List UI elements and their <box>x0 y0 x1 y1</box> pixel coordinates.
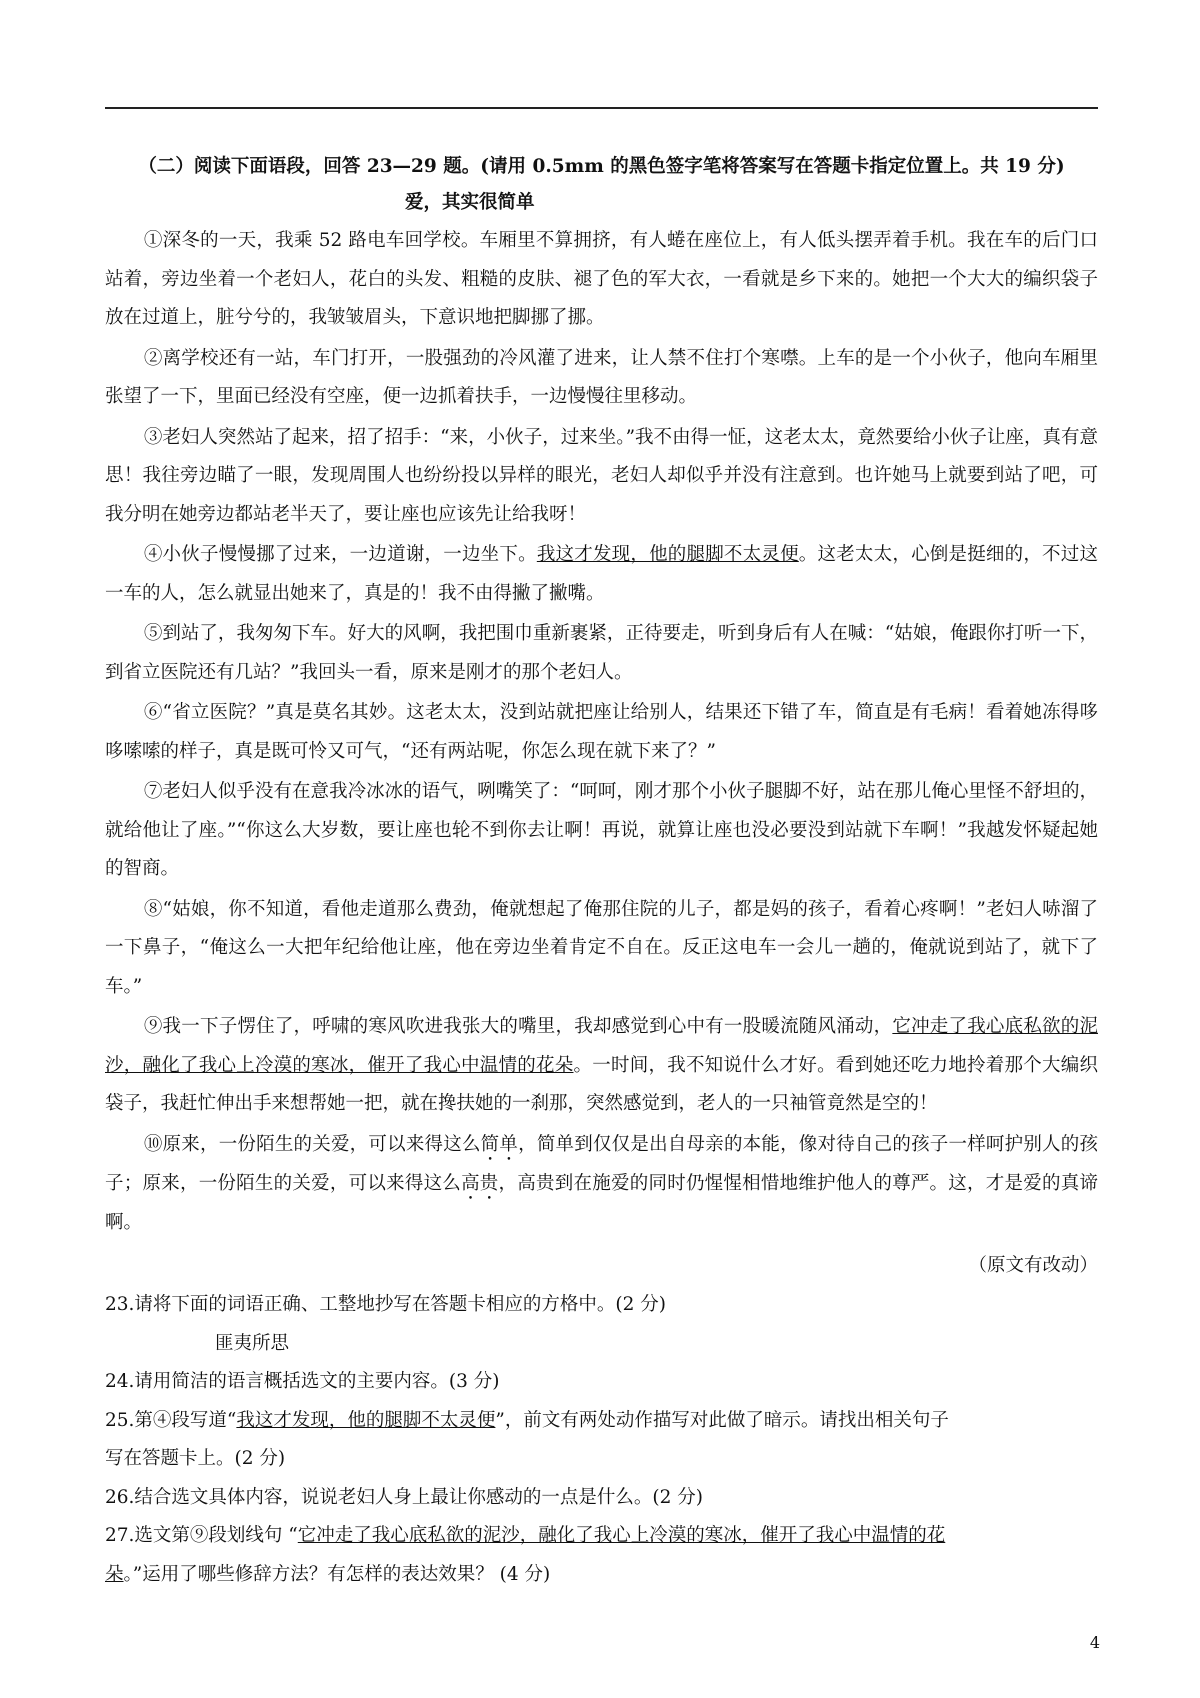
underlined-sentence-p9: 它冲走了我心底私欲的泥沙，融化了我心上冷漠的寒冰，催开了我心中温情的花朵 <box>105 1016 1098 1076</box>
question-23: 23.请将下面的词语正确、工整地抄写在答题卡相应的方格中。(2 分) <box>105 1294 667 1315</box>
paragraph-4: ④小伙子慢慢挪了过来，一边道谢，一边坐下。我这才发现，他的腿脚不太灵便。这老太太，心倒是挺细的，不过这一车的人，怎么就显出她来了，真是的！我不由得撇了撇嘴。 <box>105 544 1098 604</box>
dotted-word-simple: 简单 <box>480 1133 519 1155</box>
source-note: （原文有改动） <box>968 1255 1098 1276</box>
question-24: 24.请用简洁的语言概括选文的主要内容。(3 分) <box>105 1371 500 1392</box>
article-title: 爱，其实很简单 <box>405 192 535 213</box>
paragraph-2: ②离学校还有一站，车门打开，一股强劲的冷风灌了进来，让人禁不住打个寒噤。上车的是一个小伙子，他向车厢里张望了一下，里面已经没有空座，便一边抓着扶手，一边慢慢往里移动。 <box>105 347 1098 407</box>
question-26: 26.结合选文具体内容，说说老妇人身上最让你感动的一点是什么。(2 分) <box>105 1486 704 1508</box>
paragraph-10: ⑩原来，一份陌生的关爱，可以来得这么简单，简单到仅仅是出自母亲的本能，像对待自己的孩子一样呵护别人的孩子；原来，一份陌生的关爱，可以来得这么高贵，高贵到在施爱的同时仍惺惺相惜地维护他人的尊严。这，才是爱的真谛啊。 <box>105 1133 1098 1233</box>
paragraph-1: ①深冬的一天，我乘 52 路电车回学校。车厢里不算拥挤，有人蜷在座位上，有人低头摆弄着手机。我在车的后门口站着，旁边坐着一个老妇人，花白的头发、粗糙的皮肤、褪了色的军大衣，一看就是乡下来的。她把一个大大的编织袋子放在过道上，脏兮兮的，我皱皱眉头，下意识地把脚挪了挪。 <box>105 230 1098 328</box>
section-instruction: （二）阅读下面语段，回答 23—29 题。(请用 0.5mm 的黑色签字笔将答案写在答题卡指定位置上。共 19 分) <box>138 156 1065 177</box>
paragraph-9: ⑨我一下子愣住了，呼啸的寒风吹进我张大的嘴里，我却感觉到心中有一股暖流随风涌动，它冲走了我心底私欲的泥沙，融化了我心上冷漠的寒冰，催开了我心中温情的花朵。一时间，我不知说什么才好。看到她还吃力地拎着那个大编织袋子，我赶忙伸出手来想帮她一把，就在搀扶她的一刹那，突然感觉到，老人的一只袖管竟然是空的！ <box>105 1016 1098 1114</box>
paragraph-6: ⑥“省立医院？”真是莫名其妙。这老太太，没到站就把座让给别人，结果还下错了车，简直是有毛病！看着她冻得哆哆嗦嗦的样子，真是既可怜又可气，“还有两站呢，你怎么现在就下来了？” <box>105 702 1098 762</box>
paragraph-7: ⑦老妇人似乎没有在意我冷冰冰的语气，咧嘴笑了：“呵呵，刚才那个小伙子腿脚不好，站在那儿俺心里怪不舒坦的，就给他让了座。”“你这么大岁数，要让座也轮不到你去让啊！再说，就算让座也没必要没到站就下车啊！”我越发怀疑起她的智商。 <box>105 781 1098 879</box>
question-23-word: 匪夷所思 <box>215 1332 290 1354</box>
paragraph-3: ③老妇人突然站了起来，招了招手：“来，小伙子，过来坐。”我不由得一怔，这老太太，竟然要给小伙子让座，真有意思！我往旁边瞄了一眼，发现周围人也纷纷投以异样的眼光，老妇人却似乎并没有注意到。也许她马上就要到站了吧，可我分明在她旁边都站老半天了，要让座也应该先让给我呀！ <box>105 426 1098 525</box>
page-number: 4 <box>1089 1633 1100 1652</box>
question-27: 27.选文第⑨段划线句 “它冲走了我心底私欲的泥沙，融化了我心上冷漠的寒冰，催开了我心中温情的花 朵。”运用了哪些修辞方法？有怎样的表达效果？ (4 分) <box>105 1525 946 1585</box>
dotted-word-noble: 高贵 <box>461 1172 499 1194</box>
paragraph-5: ⑤到站了，我匆匆下车。好大的风啊，我把围巾重新裹紧，正待要走，听到身后有人在喊：“姑娘，俺跟你打听一下，到省立医院还有几站？”我回头一看，原来是刚才的那个老妇人。 <box>105 623 1098 683</box>
question-25-quote: 我这才发现，他的腿脚不太灵便 <box>236 1409 496 1431</box>
underlined-sentence-p4: 我这才发现，他的腿脚不太灵便 <box>536 544 799 565</box>
question-27-quote: 它冲走了我心底私欲的泥沙，融化了我心上冷漠的寒冰，催开了我心中温情的花 <box>297 1525 946 1546</box>
paragraph-8: ⑧“姑娘，你不知道，看他走道那么费劲，俺就想起了俺那住院的儿子，都是妈的孩子，看着心疼啊！”老妇人哧溜了一下鼻子，“俺这么一大把年纪给他让座，他在旁边坐着肯定不自在。反正这电车一会儿一趟的，俺就说到站了，就下了车。” <box>105 898 1098 997</box>
question-25: 25.第④段写道“我这才发现，他的腿脚不太灵便”，前文有两处动作描写对此做了暗示。请找出相关句子 写在答题卡上。(2 分) <box>105 1409 949 1469</box>
document-page <box>105 150 1098 1594</box>
header-rule <box>105 107 1098 109</box>
